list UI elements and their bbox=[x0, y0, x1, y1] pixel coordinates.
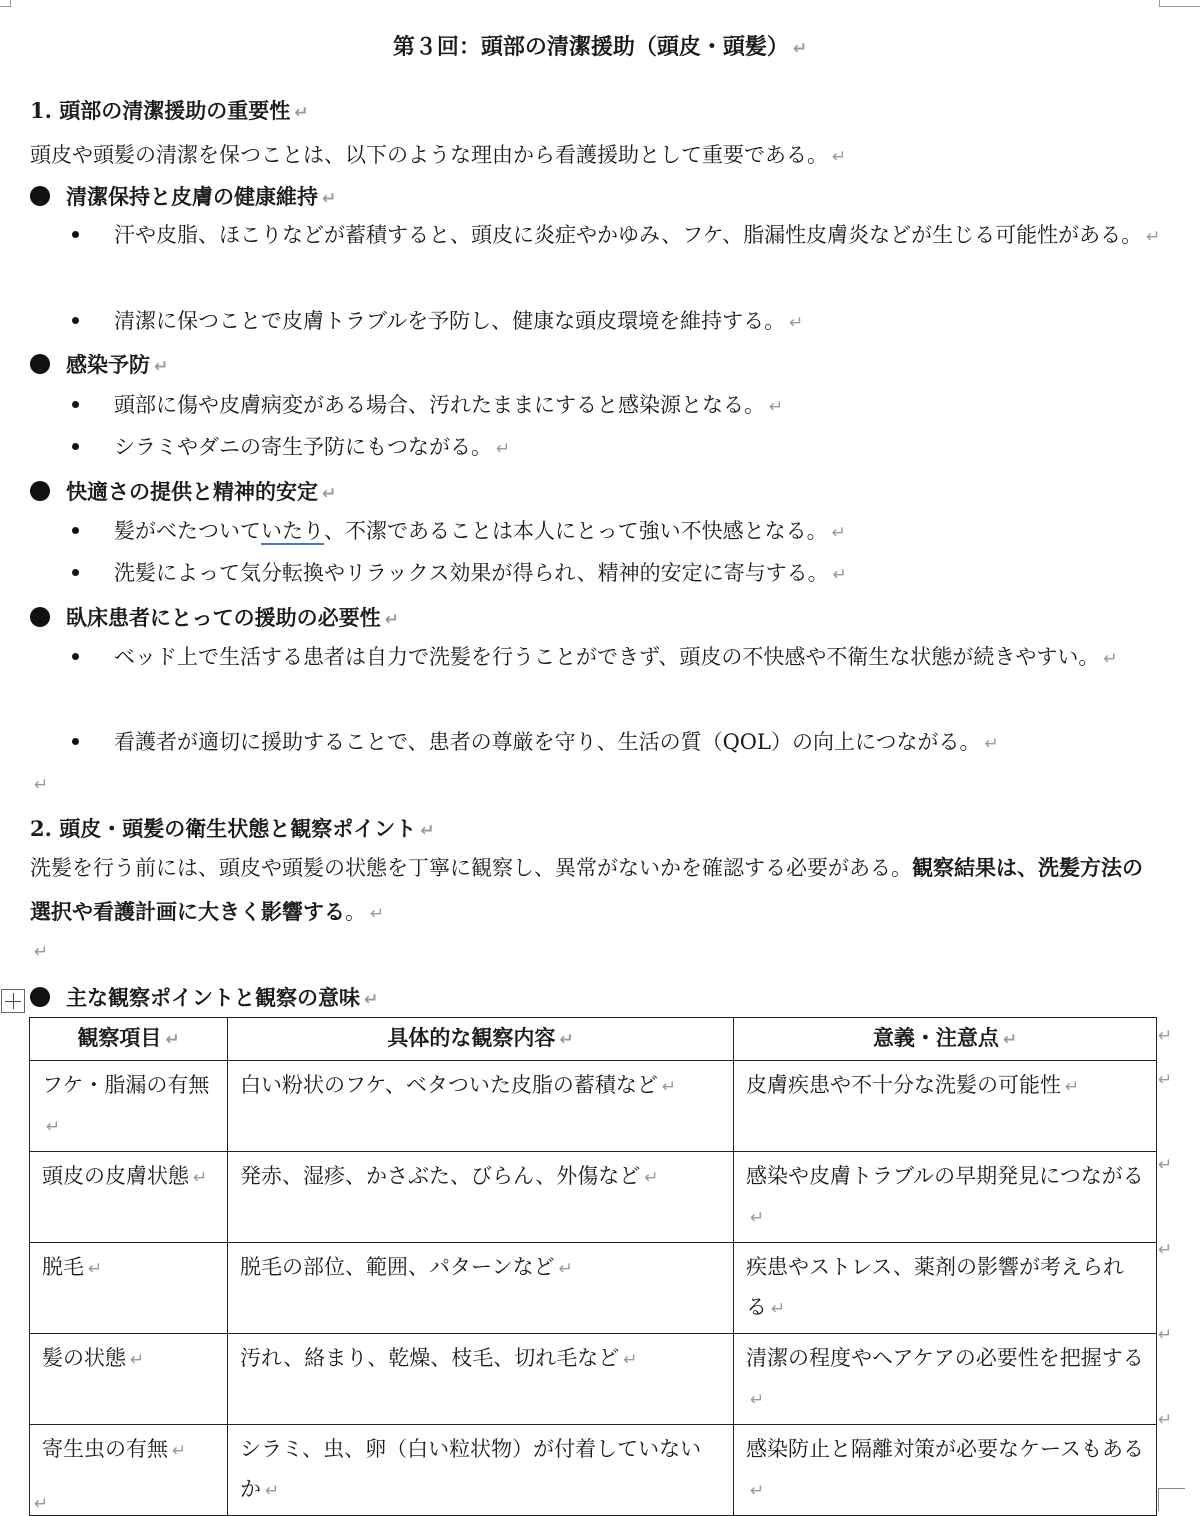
table-row bbox=[30, 1152, 1157, 1243]
bullet-icon bbox=[30, 987, 50, 1007]
list-item: ベッド上で生活する患者は自力で洗髪を行うことができず、頭皮の不快感や不衛生な状態が続きやすい。 ↵ bbox=[114, 636, 1162, 680]
row-end-mark: ↵ bbox=[1158, 1155, 1173, 1175]
table-cell: シラミ、虫、卵（白い粒状物）が付着していないか ↵ bbox=[228, 1425, 734, 1516]
row-end-mark: ↵ bbox=[1158, 1070, 1173, 1090]
page-corner-bottom-right bbox=[1158, 1488, 1185, 1511]
table-cell: 頭皮の皮膚状態 ↵ bbox=[30, 1152, 228, 1243]
section2-heading: 2. 頭皮・頭髪の衛生状態と観察ポイント ↵ bbox=[30, 816, 435, 841]
bullet-icon bbox=[30, 186, 50, 206]
table-title: 主な観察ポイントと観察の意味 ↵ bbox=[30, 982, 378, 1012]
table-row bbox=[30, 1334, 1157, 1425]
empty-paragraph: ↵ bbox=[34, 942, 49, 962]
table-header: 具体的な観察内容 ↵ bbox=[228, 1018, 734, 1061]
list-item: 汗や皮脂、ほこりなどが蓄積すると、頭皮に炎症やかゆみ、フケ、脂漏性皮膚炎などが生じる可能性がある。 ↵ bbox=[114, 214, 1162, 258]
document-title: 第３回：頭部の清潔援助（頭皮・頭髪） ↵ bbox=[392, 34, 808, 60]
table-cell: 発赤、湿疹、かさぶた、びらん、外傷など ↵ bbox=[228, 1152, 734, 1243]
bullet-icon bbox=[30, 354, 50, 374]
group-title-infection: 感染予防 ↵ bbox=[30, 349, 168, 379]
bullet-icon bbox=[30, 607, 50, 627]
empty-paragraph: ↵ bbox=[34, 1494, 49, 1514]
table-cell: 脱毛の部位、範囲、パターンなど ↵ bbox=[228, 1243, 734, 1334]
table-cell: 清潔の程度やヘアケアの必要性を把握する↵ bbox=[734, 1334, 1157, 1425]
row-end-mark: ↵ bbox=[1158, 1026, 1173, 1046]
table-cell: 疾患やストレス、薬剤の影響が考えられる ↵ bbox=[734, 1243, 1157, 1334]
table-move-handle-icon[interactable] bbox=[1, 989, 25, 1013]
table-cell: フケ・脂漏の有無↵ bbox=[30, 1061, 228, 1152]
table-header-row bbox=[30, 1018, 1157, 1061]
section1-heading: 1. 頭部の清潔援助の重要性 ↵ bbox=[30, 98, 309, 123]
list-item: 洗髪によって気分転換やリラックス効果が得られ、精神的安定に寄与する。 ↵ bbox=[114, 552, 1162, 596]
group-title-bedridden: 臥床患者にとっての援助の必要性 ↵ bbox=[30, 602, 399, 632]
table-cell: 感染防止と隔離対策が必要なケースもある↵ bbox=[734, 1425, 1157, 1516]
table-row bbox=[30, 1425, 1157, 1516]
list-item: 清潔に保つことで皮膚トラブルを予防し、健康な頭皮環境を維持する。 ↵ bbox=[114, 300, 1162, 344]
observation-table bbox=[29, 1017, 1157, 1516]
section2-intro: 洗髪を行う前には、頭皮や頭髪の状態を丁寧に観察し、異常がないかを確認する必要がある。観察結果は、洗髪方法の選択や看護計画に大きく影響する。 ↵ bbox=[30, 855, 1143, 924]
table-cell: 感染や皮膚トラブルの早期発見につながる↵ bbox=[734, 1152, 1157, 1243]
section1-intro: 頭皮や頭髪の清潔を保つことは、以下のような理由から看護援助として重要である。 ↵ bbox=[30, 143, 847, 167]
bullet-icon bbox=[30, 481, 50, 501]
list-item: シラミやダニの寄生予防にもつながる。 ↵ bbox=[114, 426, 1162, 470]
grammar-underline[interactable]: いたり bbox=[261, 519, 324, 543]
row-end-mark: ↵ bbox=[1158, 1240, 1173, 1260]
table-header: 観察項目 ↵ bbox=[30, 1018, 228, 1061]
table-row bbox=[30, 1243, 1157, 1334]
list-item: 髪がべたついていたり、不潔であることは本人にとって強い不快感となる。 ↵ bbox=[114, 510, 1162, 554]
table-header: 意義・注意点 ↵ bbox=[734, 1018, 1157, 1061]
table-cell: 皮膚疾患や不十分な洗髪の可能性 ↵ bbox=[734, 1061, 1157, 1152]
list-item: 看護者が適切に援助することで、患者の尊厳を守り、生活の質（QOL）の向上につながる。 ↵ bbox=[114, 721, 1162, 765]
row-end-mark: ↵ bbox=[1158, 1325, 1173, 1345]
table-cell: 寄生虫の有無 ↵ bbox=[30, 1425, 228, 1516]
empty-paragraph: ↵ bbox=[34, 775, 49, 795]
table-cell: 汚れ、絡まり、乾燥、枝毛、切れ毛など ↵ bbox=[228, 1334, 734, 1425]
group-title-hygiene: 清潔保持と皮膚の健康維持 ↵ bbox=[30, 181, 336, 211]
row-end-mark: ↵ bbox=[1158, 1410, 1173, 1430]
table-cell: 白い粉状のフケ、ベタついた皮脂の蓄積など ↵ bbox=[228, 1061, 734, 1152]
group-title-comfort: 快適さの提供と精神的安定 ↵ bbox=[30, 476, 336, 506]
table-cell: 脱毛 ↵ bbox=[30, 1243, 228, 1334]
table-cell: 髪の状態 ↵ bbox=[30, 1334, 228, 1425]
page-corner-top-right bbox=[1159, 0, 1200, 7]
page-corner-top-left bbox=[0, 0, 11, 7]
list-item: 頭部に傷や皮膚病変がある場合、汚れたままにすると感染源となる。 ↵ bbox=[114, 384, 1162, 428]
table-row bbox=[30, 1061, 1157, 1152]
